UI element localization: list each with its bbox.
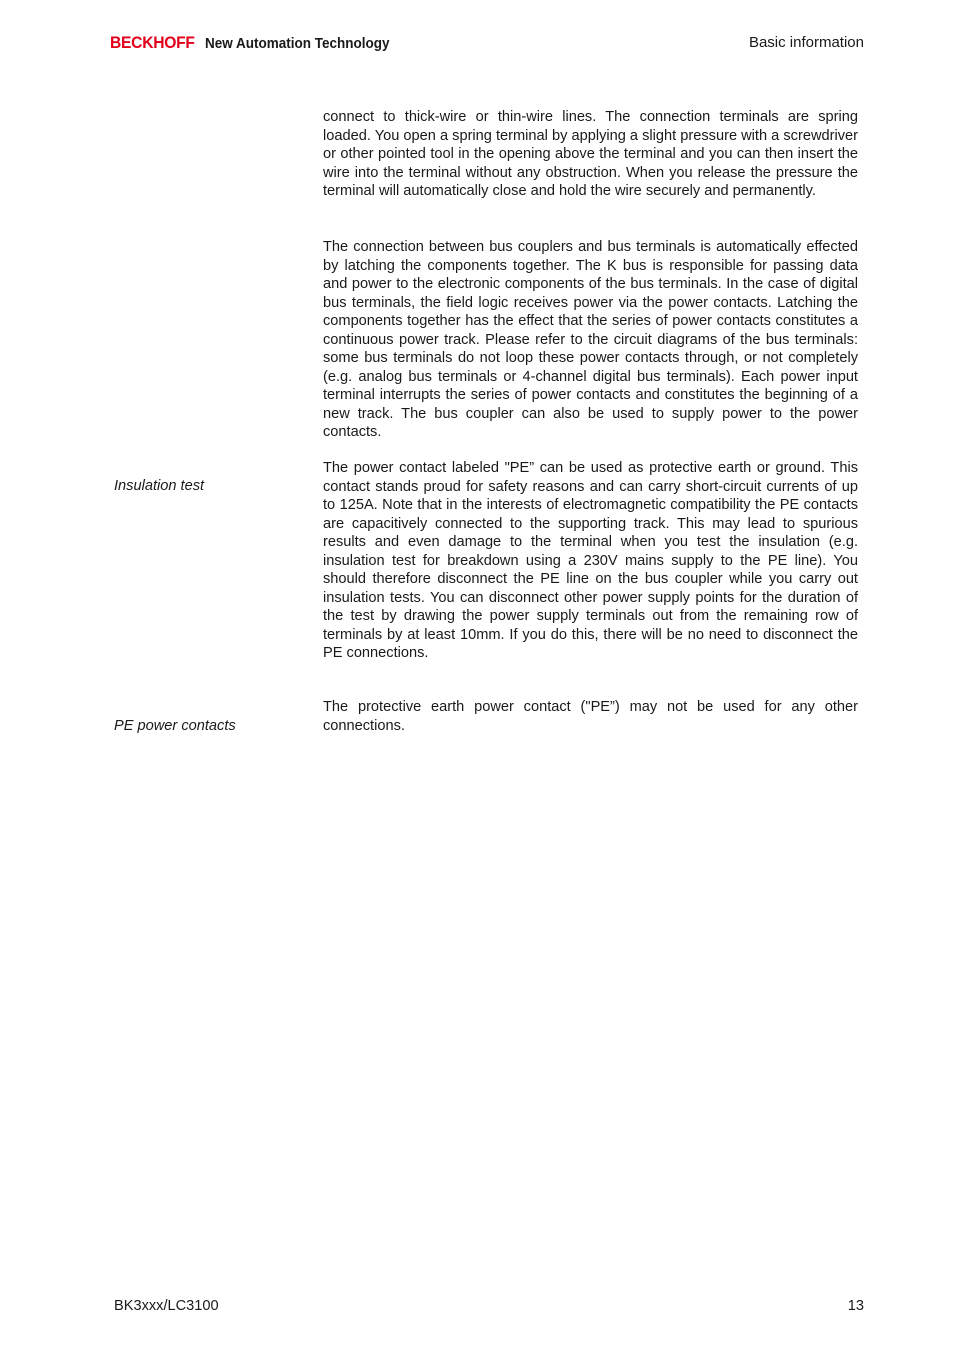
beckhoff-logo [110, 33, 410, 53]
paragraph-bus-connection: The connection between bus couplers and bus terminals is automatically effected by latching the components together. The K bus is responsible for passing data and power to the electronic components of the bus terminals. In the case of digital bus terminals, the field logic receives power via the power contacts. Latching the components together has the effect that the series of power contacts constitutes a continuous power track. Please refer to the circuit diagrams of the bus terminals: some bus terminals do not loop these power contacts through, or not completely (e.g. analog bus terminals or 4-channel digital bus terminals). Each power input terminal interrupts the series of power contacts and constitutes the beginning of a new track. The bus coupler can also be used to supply power to the power contacts. [323, 239, 858, 440]
page-header [110, 30, 864, 58]
logo-tagline: New Automation Technology [204, 35, 389, 52]
section-title: Basic information [748, 34, 864, 51]
logo-brand-text: BECKHOFF [110, 33, 195, 52]
side-label-pe-power-contacts: PE power contacts [114, 718, 236, 734]
paragraph-insulation-test: The power contact labeled "PE” can be used as protective earth or ground. This contact stands proud for safety reasons and can carry short-circuit currents of up to 125A. Note that in the interests of electromagnetic compatibility the PE contacts are capacitively connected to the supporting track. This may lead to spurious results and even damage to the terminal when you test the insulation (e.g. insulation test for breakdown using a 230V mains supply to the PE line). You should therefore disconnect the PE line on the bus coupler while you carry out insulation tests. You can disconnect other power supply points for the duration of the test by drawing the power supply terminals out from the remaining row of terminals by at least 10mm. If you do this, there will be no need to disconnect the PE connections. [323, 460, 858, 661]
side-label-insulation-test: Insulation test [114, 478, 205, 494]
paragraph-spring-terminals: connect to thick-wire or thin-wire lines. The connection terminals are spring loaded. You open a spring terminal by applying a slight pressure with a screwdriver or other pointed tool in the opening above the terminal and you can then insert the wire into the terminal without any obstruction. When you release the pressure the terminal will automatically close and hold the wire securely and permanently. [323, 109, 858, 199]
footer-document-name: BK3xxx/LC3100 [114, 1298, 219, 1314]
paragraph-pe-power-contacts: The protective earth power contact ("PE”) may not be used for any other connections. [323, 699, 858, 734]
footer-page-number: 13 [847, 1298, 864, 1314]
